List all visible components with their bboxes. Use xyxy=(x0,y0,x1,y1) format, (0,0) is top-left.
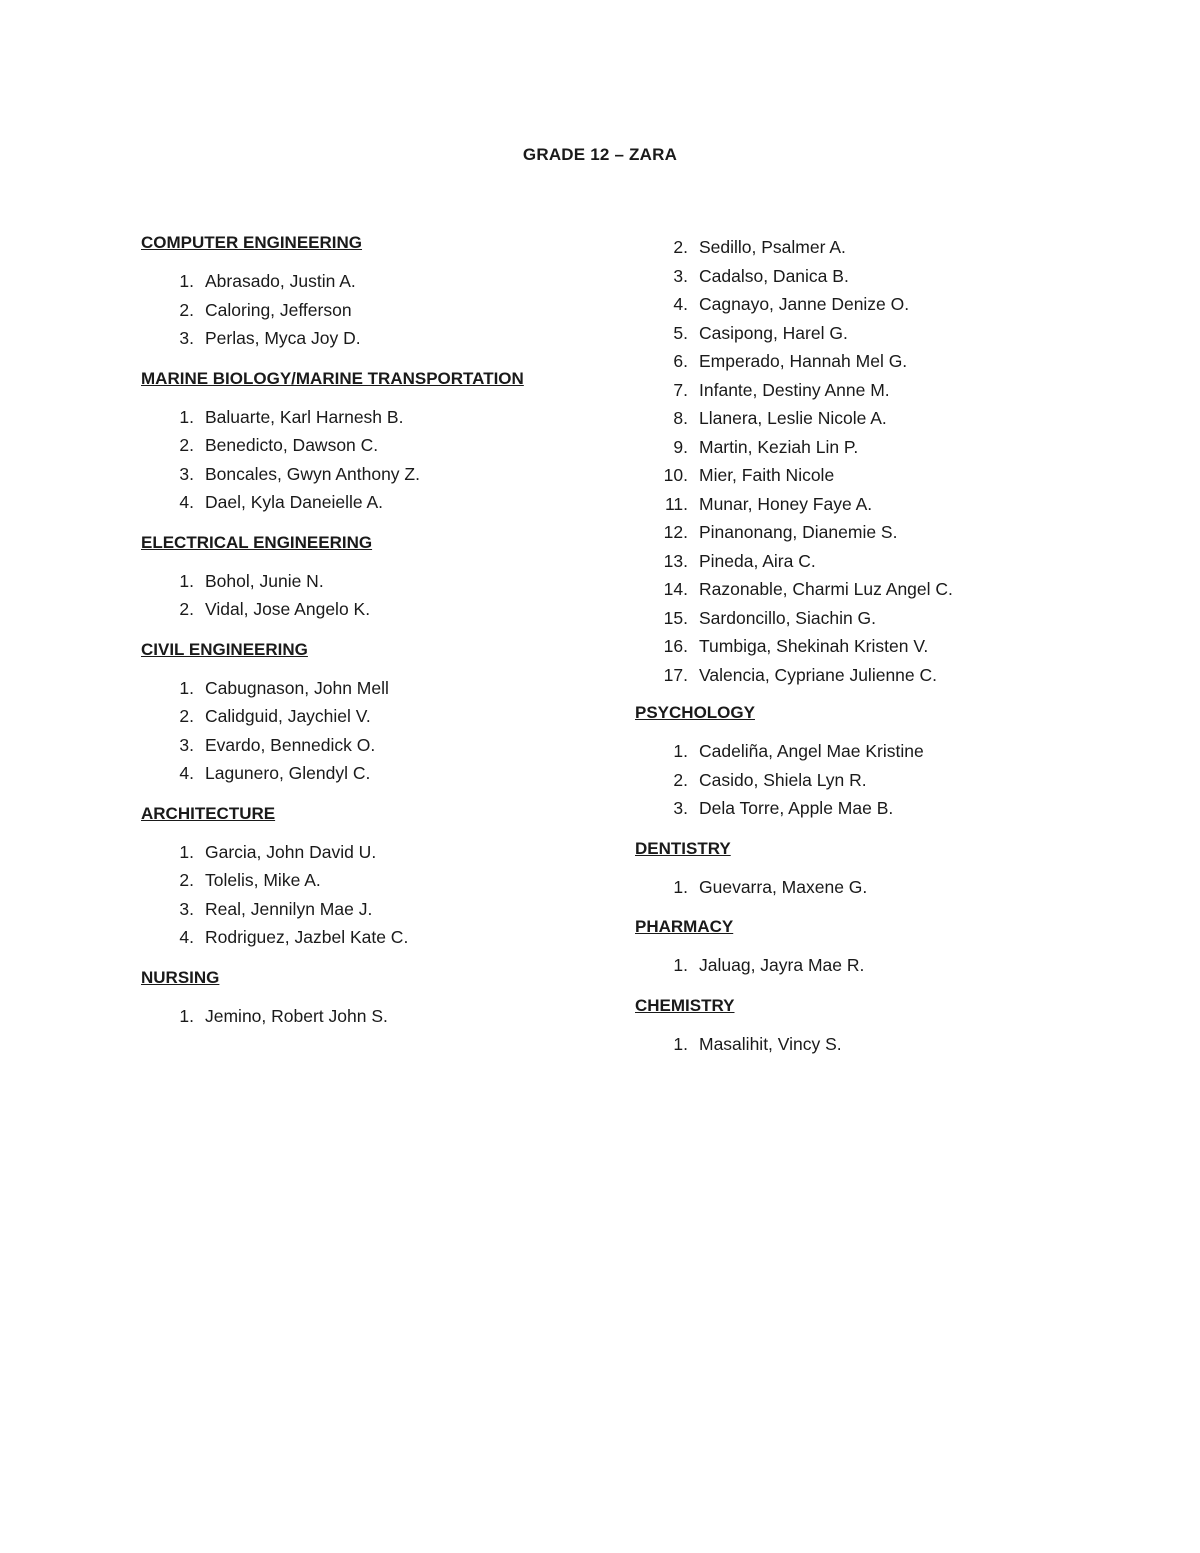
item-number: 4. xyxy=(673,294,688,314)
item-number: 1. xyxy=(179,841,194,862)
student-name: Dela Torre, Apple Mae B. xyxy=(699,798,894,818)
student-name: Sardoncillo, Siachin G. xyxy=(699,607,877,628)
name-list xyxy=(635,737,1105,823)
student-name: Abrasado, Justin A. xyxy=(205,271,356,291)
list-item xyxy=(141,923,611,952)
list-item xyxy=(635,319,1105,348)
item-number: 4. xyxy=(179,492,194,512)
item-number: 2. xyxy=(179,870,194,890)
list-item xyxy=(635,951,1105,980)
section-nursing xyxy=(141,968,611,1031)
item-number: 1. xyxy=(179,406,194,427)
student-name: Tumbiga, Shekinah Kristen V. xyxy=(699,636,929,656)
item-number: 13. xyxy=(663,550,688,571)
item-number: 7. xyxy=(673,379,688,400)
section-civil-engineering xyxy=(141,640,611,788)
student-name: Llanera, Leslie Nicole A. xyxy=(699,408,887,428)
list-item xyxy=(141,403,611,432)
student-name: Real, Jennilyn Mae J. xyxy=(205,898,373,919)
nursing-list-continued xyxy=(635,233,1105,689)
item-number: 1. xyxy=(673,741,688,761)
item-number: 4. xyxy=(179,763,194,783)
item-number: 1. xyxy=(673,1033,688,1054)
section-heading: PSYCHOLOGY xyxy=(635,703,755,722)
list-item xyxy=(635,433,1105,462)
section-heading: COMPUTER ENGINEERING xyxy=(141,233,363,252)
student-name: Tolelis, Mike A. xyxy=(205,870,321,890)
item-number: 2. xyxy=(179,706,194,726)
list-item xyxy=(635,766,1105,795)
item-number: 16. xyxy=(663,636,688,656)
item-number: 12. xyxy=(663,522,688,542)
list-item xyxy=(635,233,1105,262)
name-list xyxy=(141,267,611,353)
list-item xyxy=(141,838,611,867)
list-item xyxy=(141,324,611,353)
list-item xyxy=(141,674,611,703)
list-item xyxy=(141,759,611,788)
list-item xyxy=(141,567,611,596)
list-item xyxy=(635,661,1105,690)
list-item xyxy=(141,460,611,489)
item-number: 2. xyxy=(673,237,688,257)
student-name: Masalihit, Vincy S. xyxy=(699,1033,842,1054)
item-number: 5. xyxy=(673,322,688,343)
student-name: Dael, Kyla Daneielle A. xyxy=(205,492,384,512)
list-item xyxy=(635,376,1105,405)
item-number: 14. xyxy=(663,579,688,599)
item-number: 6. xyxy=(673,351,688,371)
student-name: Lagunero, Glendyl C. xyxy=(205,763,371,783)
item-number: 1. xyxy=(179,1005,194,1026)
item-number: 10. xyxy=(663,465,688,485)
item-number: 1. xyxy=(673,876,688,897)
student-name: Cagnayo, Janne Denize O. xyxy=(699,294,910,314)
item-number: 1. xyxy=(179,570,194,591)
list-item xyxy=(635,518,1105,547)
student-name: Cabugnason, John Mell xyxy=(205,677,389,698)
section-marine-biology-marine-transportation xyxy=(141,369,611,517)
item-number: 3. xyxy=(179,898,194,919)
item-number: 2. xyxy=(179,599,194,619)
section-heading: ARCHITECTURE xyxy=(141,803,276,823)
item-number: 2. xyxy=(179,299,194,320)
item-number: 2. xyxy=(179,435,194,455)
student-name: Casipong, Harel G. xyxy=(699,322,848,343)
page-title: GRADE 12 – ZARA xyxy=(522,145,678,164)
student-name: Sedillo, Psalmer A. xyxy=(699,237,846,257)
student-name: Boncales, Gwyn Anthony Z. xyxy=(205,463,420,484)
student-name: Munar, Honey Faye A. xyxy=(699,493,873,514)
item-number: 8. xyxy=(673,408,688,428)
section-heading: DENTISTRY xyxy=(635,838,731,858)
student-name: Casido, Shiela Lyn R. xyxy=(699,769,867,790)
right-sections xyxy=(635,703,1105,1058)
list-item xyxy=(141,431,611,460)
list-item xyxy=(141,702,611,731)
list-item xyxy=(141,267,611,296)
list-item xyxy=(635,262,1105,291)
section-heading: CHEMISTRY xyxy=(635,995,735,1015)
right-column xyxy=(635,233,1105,1074)
list-item xyxy=(635,461,1105,490)
student-name: Garcia, John David U. xyxy=(205,841,377,862)
item-number: 1. xyxy=(179,271,194,291)
name-list xyxy=(635,873,1105,902)
list-item xyxy=(635,737,1105,766)
list-item xyxy=(141,488,611,517)
student-name: Cadalso, Danica B. xyxy=(699,265,849,286)
name-list xyxy=(141,838,611,952)
student-name: Pineda, Aira C. xyxy=(699,550,816,571)
item-number: 9. xyxy=(673,436,688,457)
list-item xyxy=(141,895,611,924)
section-architecture xyxy=(141,804,611,952)
student-name: Cadeliña, Angel Mae Kristine xyxy=(699,741,924,761)
item-number: 1. xyxy=(179,677,194,698)
list-item xyxy=(635,575,1105,604)
section-electrical-engineering xyxy=(141,533,611,624)
item-number: 3. xyxy=(179,328,194,348)
item-number: 11. xyxy=(664,493,688,514)
item-number: 3. xyxy=(179,734,194,755)
item-number: 15. xyxy=(663,607,688,628)
student-name: Valencia, Cypriane Julienne C. xyxy=(699,664,938,685)
section-heading: PHARMACY xyxy=(635,917,734,936)
item-number: 3. xyxy=(673,265,688,286)
name-list xyxy=(635,951,1105,980)
section-psychology xyxy=(635,703,1105,823)
item-number: 1. xyxy=(673,955,688,975)
section-heading: MARINE BIOLOGY/MARINE TRANSPORTATION xyxy=(141,368,524,388)
item-number: 17. xyxy=(663,664,688,685)
student-name: Jaluag, Jayra Mae R. xyxy=(699,955,865,975)
student-name: Emperado, Hannah Mel G. xyxy=(699,351,908,371)
student-name: Razonable, Charmi Luz Angel C. xyxy=(699,579,953,599)
list-item xyxy=(141,595,611,624)
name-list xyxy=(635,1030,1105,1059)
list-item xyxy=(635,404,1105,433)
section-dentistry xyxy=(635,839,1105,902)
student-name: Guevarra, Maxene G. xyxy=(699,876,868,897)
item-number: 3. xyxy=(179,463,194,484)
student-name: Mier, Faith Nicole xyxy=(699,465,835,485)
student-name: Perlas, Myca Joy D. xyxy=(205,328,361,348)
student-name: Bohol, Junie N. xyxy=(205,570,324,591)
list-item xyxy=(635,1030,1105,1059)
student-name: Martin, Keziah Lin P. xyxy=(699,436,859,457)
student-name: Evardo, Bennedick O. xyxy=(205,734,376,755)
list-item xyxy=(635,290,1105,319)
student-name: Benedicto, Dawson C. xyxy=(205,435,379,455)
student-name: Calidguid, Jaychiel V. xyxy=(205,706,371,726)
list-item xyxy=(635,490,1105,519)
list-item xyxy=(635,604,1105,633)
student-name: Infante, Destiny Anne M. xyxy=(699,379,890,400)
section-pharmacy xyxy=(635,917,1105,980)
student-name: Vidal, Jose Angelo K. xyxy=(205,599,371,619)
student-name: Pinanonang, Dianemie S. xyxy=(699,522,898,542)
item-number: 4. xyxy=(179,927,194,947)
left-column xyxy=(141,233,611,1046)
list-item xyxy=(141,296,611,325)
item-number: 2. xyxy=(673,769,688,790)
student-name: Baluarte, Karl Harnesh B. xyxy=(205,406,404,427)
list-item xyxy=(635,347,1105,376)
list-item xyxy=(141,1002,611,1031)
name-list xyxy=(141,1002,611,1031)
name-list xyxy=(141,403,611,517)
section-heading: NURSING xyxy=(141,967,220,987)
name-list xyxy=(141,674,611,788)
section-computer-engineering xyxy=(141,233,611,353)
section-chemistry xyxy=(635,996,1105,1059)
item-number: 3. xyxy=(673,798,688,818)
section-heading: ELECTRICAL ENGINEERING xyxy=(141,532,373,552)
list-item xyxy=(635,632,1105,661)
student-name: Rodriguez, Jazbel Kate C. xyxy=(205,927,409,947)
list-item xyxy=(141,731,611,760)
list-item xyxy=(635,547,1105,576)
name-list xyxy=(141,567,611,624)
section-heading: CIVIL ENGINEERING xyxy=(141,639,308,659)
student-name: Caloring, Jefferson xyxy=(205,299,352,320)
student-name: Jemino, Robert John S. xyxy=(205,1005,388,1026)
list-item xyxy=(635,873,1105,902)
list-item xyxy=(141,866,611,895)
list-item xyxy=(635,794,1105,823)
